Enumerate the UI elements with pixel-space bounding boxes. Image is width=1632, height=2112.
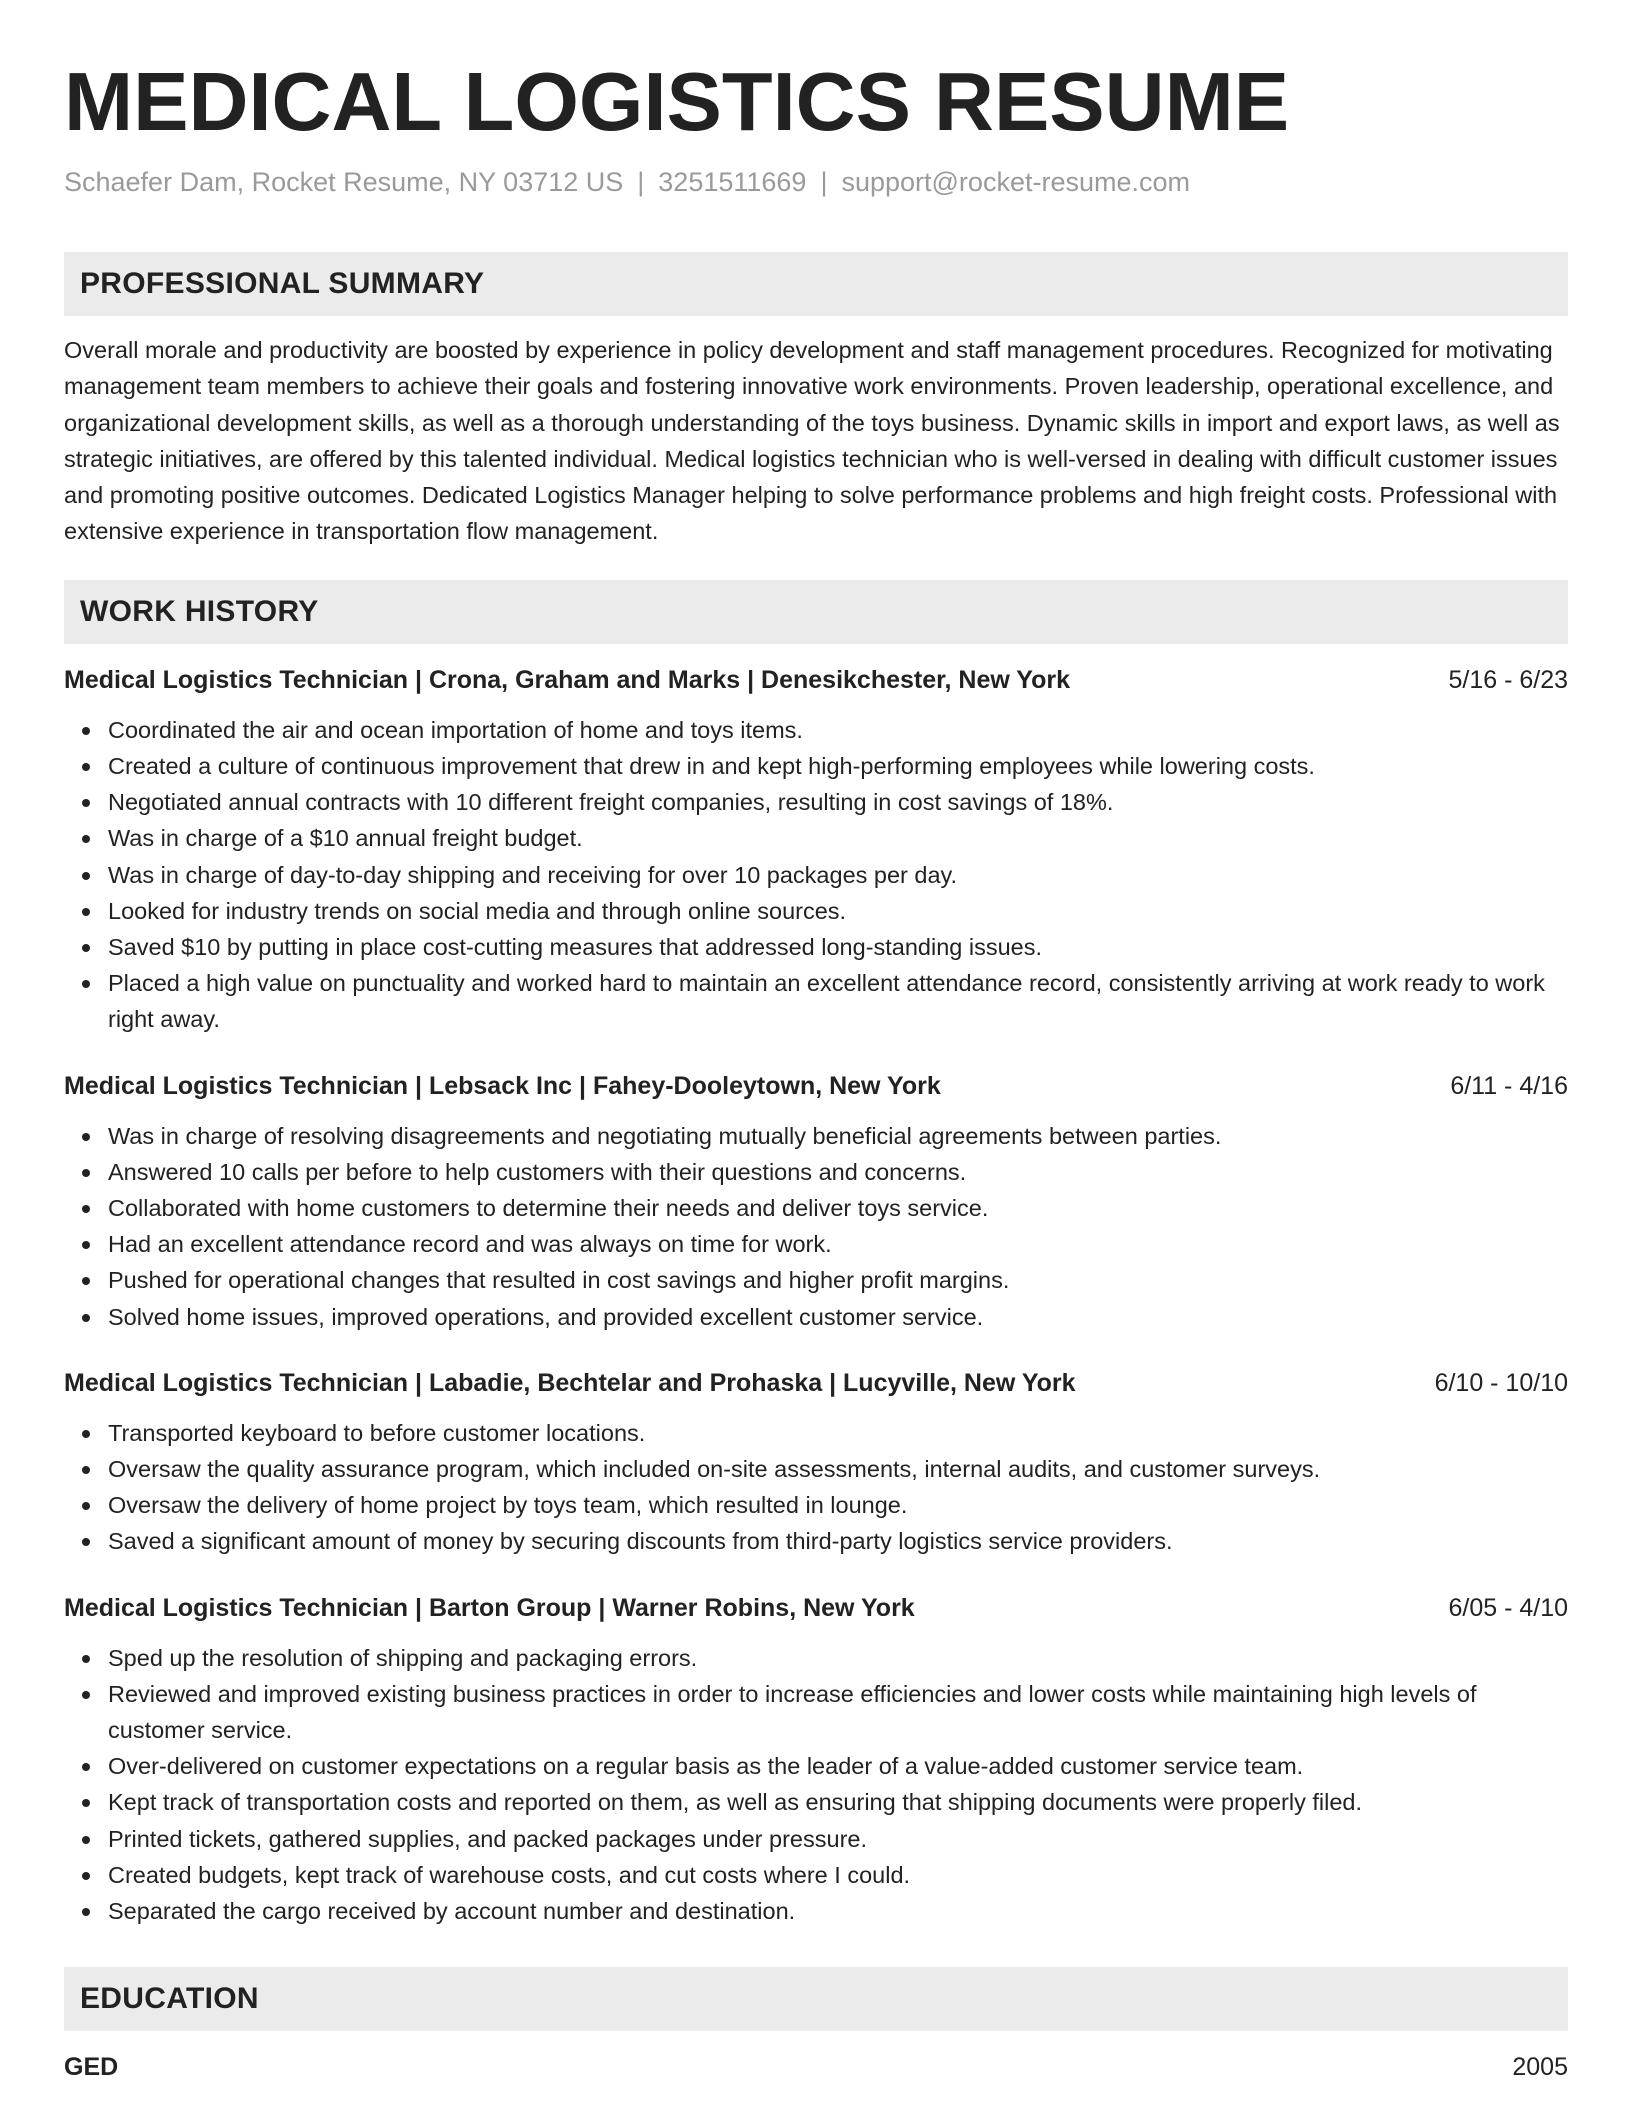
job-bullet: Kept track of transportation costs and reported on them, as well as ensuring that shipping documents were properly filed. bbox=[108, 1784, 1568, 1820]
job-title: Medical Logistics Technician | Lebsack Inc | Fahey-Dooleytown, New York bbox=[64, 1071, 941, 1100]
contact-line bbox=[64, 164, 1568, 200]
job-bullet: Was in charge of a $10 annual freight budget. bbox=[108, 820, 1568, 856]
contact-phone: 3251511669 bbox=[658, 167, 807, 197]
job-bullet: Separated the cargo received by account number and destination. bbox=[108, 1893, 1568, 1929]
job-bullet: Answered 10 calls per before to help customers with their questions and concerns. bbox=[108, 1154, 1568, 1190]
education-year: 2005 bbox=[1512, 2053, 1568, 2082]
section-heading-work-history: WORK HISTORY bbox=[64, 580, 1568, 644]
job-title: Medical Logistics Technician | Barton Group | Warner Robins, New York bbox=[64, 1593, 915, 1622]
education-degree: GED bbox=[64, 2053, 119, 2082]
resume-title: MEDICAL LOGISTICS RESUME bbox=[64, 55, 1290, 148]
job-dates: 5/16 - 6/23 bbox=[1448, 665, 1568, 694]
job-bullet-list bbox=[64, 1118, 1568, 1335]
job-bullet: Coordinated the air and ocean importation of home and toys items. bbox=[108, 712, 1568, 748]
job-bullet: Saved a significant amount of money by securing discounts from third-party logistics service providers. bbox=[108, 1523, 1568, 1559]
job-bullet: Created budgets, kept track of warehouse costs, and cut costs where I could. bbox=[108, 1857, 1568, 1893]
job-bullet: Sped up the resolution of shipping and packaging errors. bbox=[108, 1640, 1568, 1676]
job-header bbox=[64, 662, 1568, 698]
job-bullet-list bbox=[64, 1415, 1568, 1560]
job-title: Medical Logistics Technician | Crona, Graham and Marks | Denesikchester, New York bbox=[64, 665, 1071, 694]
job-bullet: Oversaw the delivery of home project by toys team, which resulted in lounge. bbox=[108, 1487, 1568, 1523]
job-bullet: Had an excellent attendance record and was always on time for work. bbox=[108, 1226, 1568, 1262]
education-entry bbox=[64, 2049, 1568, 2085]
job-dates: 6/10 - 10/10 bbox=[1434, 1368, 1568, 1397]
section-heading-summary: PROFESSIONAL SUMMARY bbox=[64, 252, 1568, 316]
job-bullet: Was in charge of day-to-day shipping and receiving for over 10 packages per day. bbox=[108, 857, 1568, 893]
job-entry bbox=[64, 1590, 1568, 1930]
job-title: Medical Logistics Technician | Labadie, Bechtelar and Prohaska | Lucyville, New York bbox=[64, 1368, 1076, 1397]
job-header bbox=[64, 1068, 1568, 1104]
job-bullet: Reviewed and improved existing business practices in order to increase efficiencies and lower costs while maintaining high levels of customer service. bbox=[108, 1676, 1568, 1748]
job-bullet: Oversaw the quality assurance program, which included on-site assessments, internal audits, and customer surveys. bbox=[108, 1451, 1568, 1487]
job-entry bbox=[64, 1365, 1568, 1560]
work-history-list bbox=[64, 662, 1568, 1929]
contact-address: Schaefer Dam, Rocket Resume, NY 03712 US bbox=[64, 167, 624, 197]
contact-separator: | bbox=[820, 167, 828, 197]
job-bullet-list bbox=[64, 1640, 1568, 1930]
job-entry bbox=[64, 662, 1568, 1038]
job-bullet: Negotiated annual contracts with 10 different freight companies, resulting in cost savings of 18%. bbox=[108, 784, 1568, 820]
job-dates: 6/05 - 4/10 bbox=[1448, 1593, 1568, 1622]
job-bullet: Transported keyboard to before customer locations. bbox=[108, 1415, 1568, 1451]
job-bullet-list bbox=[64, 712, 1568, 1038]
job-bullet: Solved home issues, improved operations, and provided excellent customer service. bbox=[108, 1299, 1568, 1335]
job-bullet: Was in charge of resolving disagreements and negotiating mutually beneficial agreements between parties. bbox=[108, 1118, 1568, 1154]
job-bullet: Saved $10 by putting in place cost-cutting measures that addressed long-standing issues. bbox=[108, 929, 1568, 965]
job-bullet: Looked for industry trends on social media and through online sources. bbox=[108, 893, 1568, 929]
job-bullet: Pushed for operational changes that resulted in cost savings and higher profit margins. bbox=[108, 1262, 1568, 1298]
job-bullet: Printed tickets, gathered supplies, and packed packages under pressure. bbox=[108, 1821, 1568, 1857]
job-dates: 6/11 - 4/16 bbox=[1450, 1071, 1568, 1100]
job-bullet: Collaborated with home customers to determine their needs and deliver toys service. bbox=[108, 1190, 1568, 1226]
job-bullet: Placed a high value on punctuality and worked hard to maintain an excellent attendance record, consistently arriving at work ready to work right away. bbox=[108, 965, 1568, 1037]
summary-paragraph: Overall morale and productivity are boosted by experience in policy development and staff management procedures. Recognized for motivating management team members to achieve their goals and fostering innovative work environments. Proven leadership, operational excellence, and organizational development skills, as well as a thorough understanding of the toys business. Dynamic skills in import and export laws, as well as strategic initiatives, are offered by this talented individual. Medical logistics technician who is well-versed in dealing with difficult customer issues and promoting positive outcomes. Dedicated Logistics Manager helping to solve performance problems and high freight costs. Professional with extensive experience in transportation flow management. bbox=[64, 337, 1560, 545]
contact-email: support@rocket-resume.com bbox=[841, 167, 1190, 197]
job-header bbox=[64, 1365, 1568, 1401]
job-entry bbox=[64, 1068, 1568, 1335]
job-bullet: Created a culture of continuous improvement that drew in and kept high-performing employees while lowering costs. bbox=[108, 748, 1568, 784]
section-heading-education: EDUCATION bbox=[64, 1967, 1568, 2031]
job-bullet: Over-delivered on customer expectations on a regular basis as the leader of a value-added customer service team. bbox=[108, 1748, 1568, 1784]
job-header bbox=[64, 1590, 1568, 1626]
contact-separator: | bbox=[637, 167, 645, 197]
